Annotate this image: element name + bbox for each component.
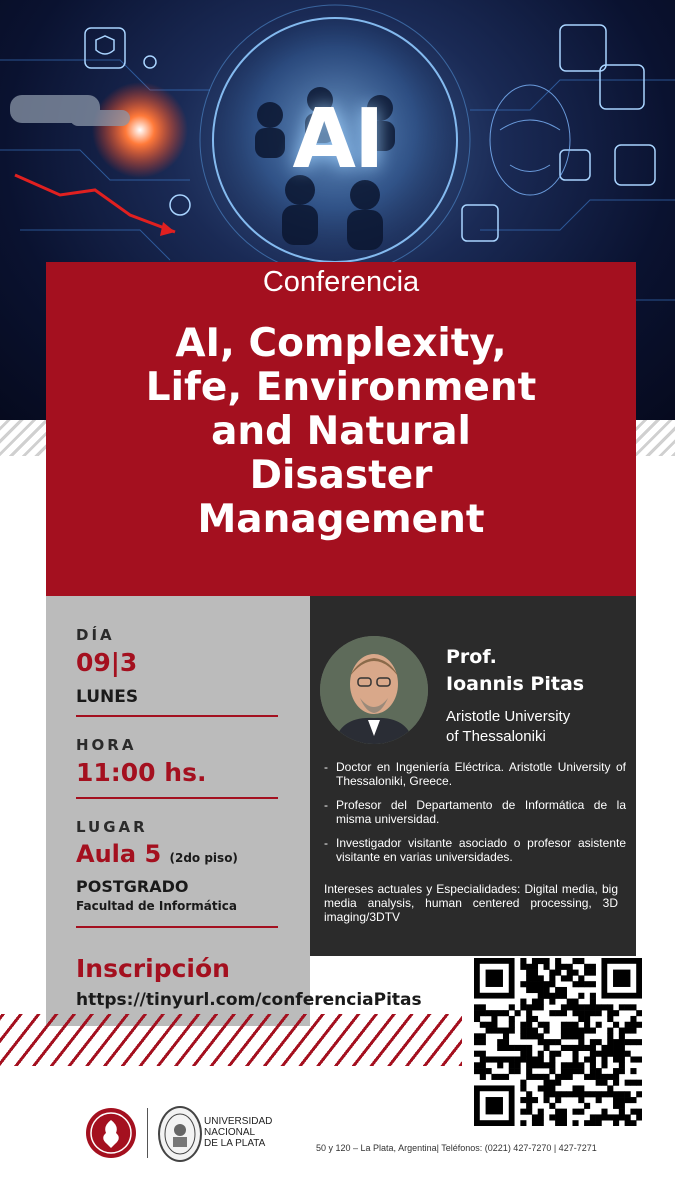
title-line: and Natural	[211, 409, 471, 454]
divider	[76, 926, 278, 928]
place-caption: LUGAR	[76, 818, 148, 836]
day-value: 09|3	[76, 648, 138, 677]
weekday: LUNES	[76, 687, 139, 707]
faculty: Facultad de Informática	[76, 899, 237, 913]
place-value	[76, 840, 238, 868]
speaker-interests: Intereses actuales y Especialidades: Digital media, big media analysis, human centered processing, 3D imaging/3DTV	[324, 882, 618, 924]
qr-code-image	[474, 958, 642, 1126]
registration-heading: Inscripción	[76, 954, 230, 983]
bio-item: - Investigador visitante asociado o profesor asistente visitante en varias universidades.	[324, 836, 626, 864]
speaker-photo	[320, 636, 428, 744]
conference-title	[56, 322, 626, 542]
speaker-fullname: Ioannis Pitas	[446, 673, 585, 695]
time-value: 11:00 hs.	[76, 758, 207, 787]
speaker-title: Prof.	[446, 646, 497, 668]
university-name-line: DE LA PLATA	[204, 1138, 266, 1149]
room: Aula 5	[76, 840, 162, 868]
institution-line: of Thessaloniki	[446, 728, 546, 745]
speaker-portrait-image	[320, 636, 428, 744]
university-name	[204, 1116, 272, 1149]
speaker-bio-list	[324, 760, 626, 874]
speaker-panel	[310, 596, 636, 956]
speaker-institution	[446, 707, 570, 747]
hero-ai-text: AI	[292, 92, 383, 187]
day-caption: DÍA	[76, 626, 115, 644]
title-line: AI, Complexity,	[175, 321, 507, 366]
title-line: Disaster	[249, 453, 433, 498]
institution-line: Aristotle University	[446, 708, 571, 725]
university-name-line: UNIVERSIDAD	[204, 1116, 273, 1127]
time-caption: HORA	[76, 736, 137, 754]
registration-qr-code[interactable]	[474, 958, 642, 1126]
title-line: Management	[197, 497, 485, 542]
university-name-line: NACIONAL	[204, 1127, 256, 1138]
seal-icon	[160, 1108, 200, 1160]
building: POSTGRADO	[76, 877, 189, 896]
divider	[76, 715, 278, 717]
speaker-name	[446, 644, 584, 698]
event-type-label: Conferencia	[262, 266, 420, 298]
floor: (2do piso)	[169, 851, 238, 865]
title-box	[46, 262, 636, 596]
logo-separator	[147, 1108, 148, 1158]
title-line: Life, Environment	[145, 365, 537, 410]
bio-item: - Profesor del Departamento de Informática de la misma universidad.	[324, 798, 626, 826]
contact-info: 50 y 120 – La Plata, Argentina| Teléfonos: (0221) 427-7270 | 427-7271	[316, 1143, 597, 1153]
faculty-logo	[86, 1108, 136, 1158]
oak-leaf-icon	[86, 1108, 136, 1158]
decorative-red-hatch	[0, 1014, 462, 1066]
divider	[76, 797, 278, 799]
registration-link[interactable]: https://tinyurl.com/conferenciaPitas	[76, 990, 422, 1010]
university-seal	[158, 1106, 202, 1162]
bio-item: - Doctor en Ingeniería Eléctrica. Aristotle University of Thessaloniki, Greece.	[324, 760, 626, 788]
